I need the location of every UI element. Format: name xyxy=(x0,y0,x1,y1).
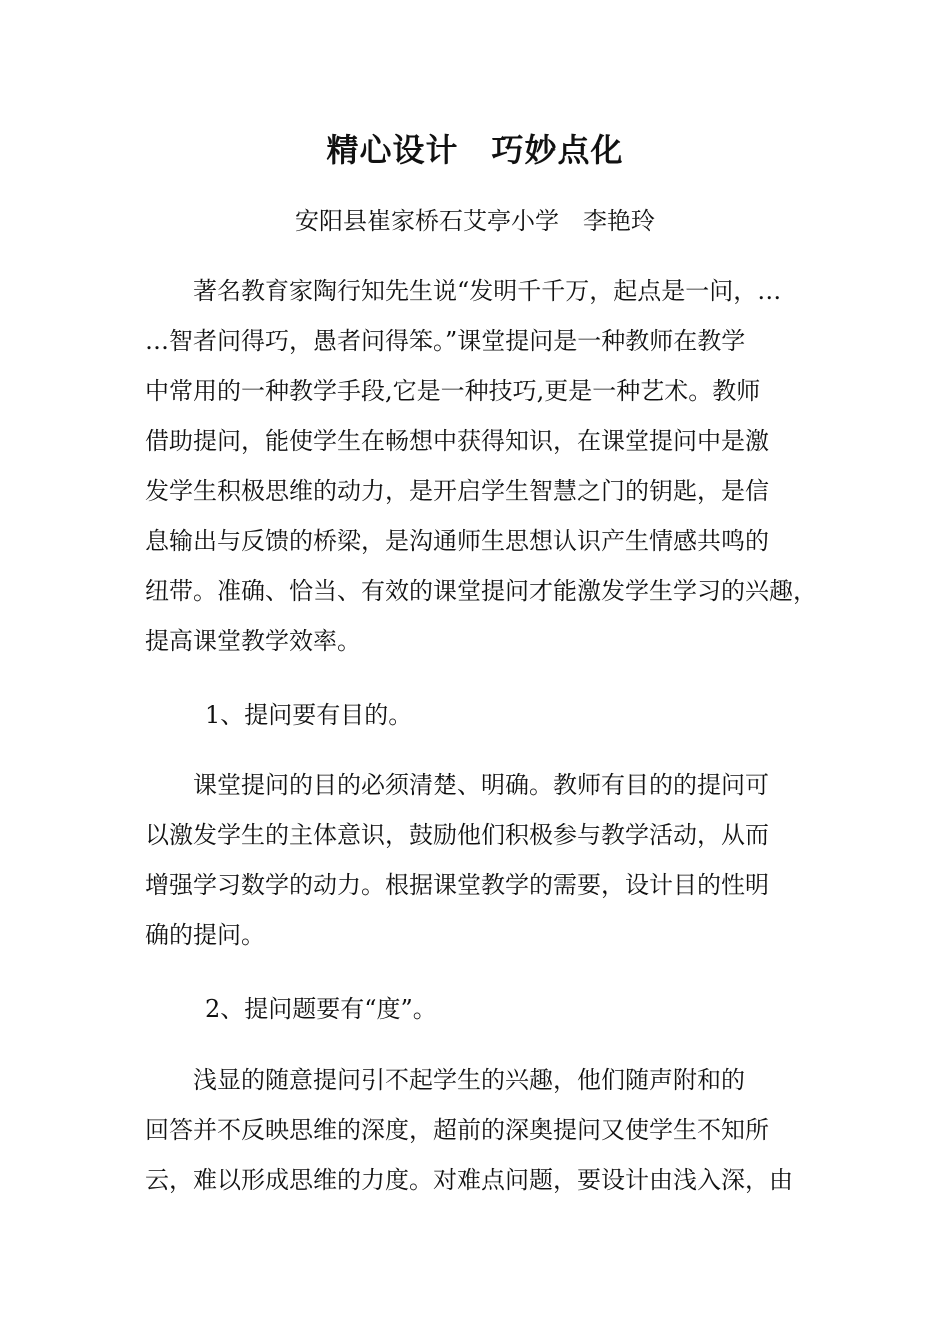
paragraph-line: 著名教育家陶行知先生说“发明千千万，起点是一问，… xyxy=(145,277,782,305)
paragraph-line: 以激发学生的主体意识，鼓励他们积极参与教学活动，从而 xyxy=(145,821,769,849)
paragraph-line: 纽带。准确、恰当、有效的课堂提问才能激发学生学习的兴趣， xyxy=(145,577,817,605)
intro-paragraph xyxy=(145,266,817,666)
paragraph-line: 浅显的随意提问引不起学生的兴趣，他们随声附和的 xyxy=(145,1066,745,1094)
paragraph-line: 回答并不反映思维的深度，超前的深奥提问又使学生不知所 xyxy=(145,1116,769,1144)
section-2-paragraph xyxy=(145,1055,807,1205)
author-line: 安阳县崔家桥石艾亭小学 李艳玲 xyxy=(295,207,655,235)
paragraph-line: 息输出与反馈的桥梁，是沟通师生思想认识产生情感共鸣的 xyxy=(145,527,769,555)
paragraph-line: …智者问得巧，愚者问得笨。”课堂提问是一种教师在教学 xyxy=(145,327,746,355)
paragraph-line: 增强学习数学的动力。根据课堂教学的需要，设计目的性明 xyxy=(145,871,769,899)
paragraph-line: 提高课堂教学效率。 xyxy=(145,627,361,655)
section-heading-1: 1、提问要有目的。 xyxy=(205,701,413,729)
paragraph-line: 借助提问，能使学生在畅想中获得知识，在课堂提问中是激 xyxy=(145,427,769,455)
paragraph-line: 课堂提问的目的必须清楚、明确。教师有目的的提问可 xyxy=(145,771,769,799)
paragraph-line: 确的提问。 xyxy=(145,921,265,949)
document-title: 精心设计 巧妙点化 xyxy=(326,131,624,169)
section-heading-2: 2、提问题要有“度”。 xyxy=(205,995,437,1023)
paragraph-line: 云，难以形成思维的力度。对难点问题，要设计由浅入深，由 xyxy=(145,1166,793,1194)
paragraph-line: 发学生积极思维的动力，是开启学生智慧之门的钥匙，是信 xyxy=(145,477,769,505)
section-1-paragraph xyxy=(145,760,807,960)
paragraph-line: 中常用的一种教学手段,它是一种技巧,更是一种艺术。教师 xyxy=(145,377,761,405)
